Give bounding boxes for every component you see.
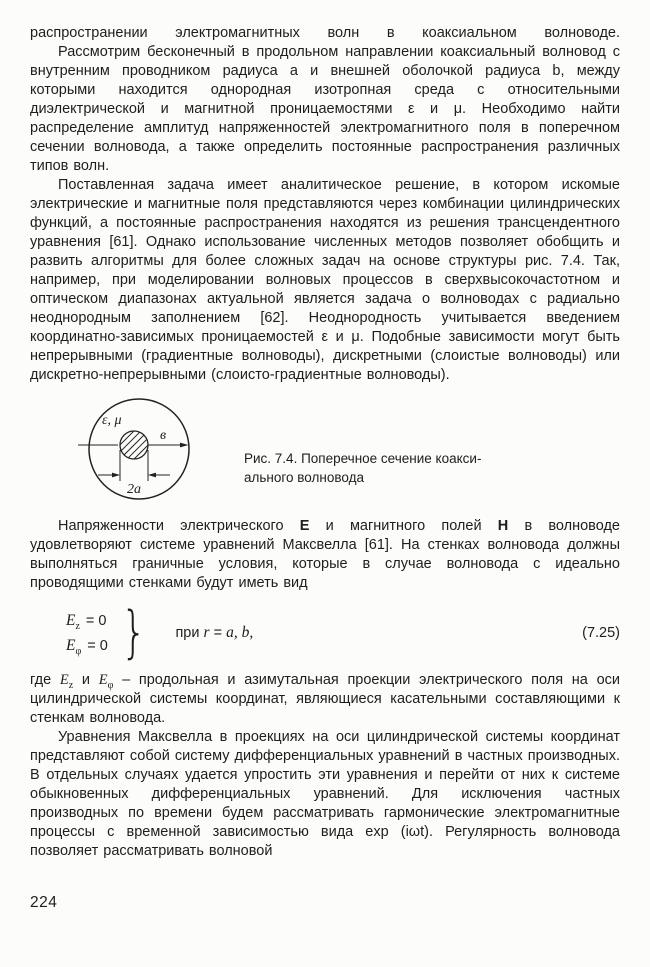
paragraph-analytic-solution: Поставленная задача имеет аналитическое решение, в котором искомые электрические и магнитные поля представляются через комбинации цилиндрических функций, а постоянные распространения находятся из решения трансцендентного уравнения [61]. Однако использование численных методов позволяет обобщить и развить алгоритмы для более сложных задач на основе структуры рис. 7.4. Так, например, при моделировании волновых процессов в сверхвысокочастотном и оптическом диапазонах актуальной является задача о волноводах с радиально неоднородным заполнением [62]. Неоднородность учитывается введением координатно-зависимых проницаемостей ε и μ. Подобные зависимости могут быть непрерывными (градиентные волноводы), дискретными (слоистые волноводы) или дискретно-непрерывными (слоисто-градиентные волноводы).: [30, 177, 620, 383]
var-r: r: [203, 624, 210, 641]
var-a-b: a, b,: [226, 624, 254, 641]
var-E: E: [66, 636, 76, 654]
figure-labels: [102, 413, 166, 497]
paragraph-field-intensities: [30, 517, 620, 593]
p4-text-b: и магнитного полей: [309, 518, 498, 534]
equation-condition: [175, 624, 253, 642]
radius-b-arrowhead: [180, 443, 189, 448]
paragraph-continuation: распространении электромагнитных волн в коаксиальном волноводе.: [30, 25, 620, 41]
var-Ephi: E: [98, 672, 108, 688]
p5-text-b: и: [73, 672, 99, 688]
dimension-arrowhead-right: [148, 473, 156, 478]
figure-caption: [244, 449, 481, 487]
radius-b-label: в: [160, 428, 167, 443]
p4-text-c: в волноводе удовлетворяют системе уравнений Максвелла [61]. На стенках волновода должны выполняться граничные условия, которые в случае волновода с идеально проводящими стенками будут иметь вид: [30, 518, 620, 591]
eq-rhs-1: = 0: [85, 612, 107, 629]
sub-z: z: [75, 620, 80, 632]
cond-word: при: [175, 625, 200, 641]
equation-line-Ez: [66, 612, 108, 630]
p5-text-c: – продольная и азимутальная проекции электрического поля на оси цилиндрической системы координат, являющиеся касательными составляющими к стенкам волновода.: [30, 672, 620, 726]
curly-brace: }: [120, 600, 147, 665]
vector-E-symbol: Е: [299, 518, 310, 534]
figure-7-4: [30, 393, 620, 511]
sub-z: z: [68, 679, 74, 691]
dimension-arrowhead-left: [112, 473, 120, 478]
inner-diameter-label: 2a: [127, 482, 141, 497]
paragraph-problem-statement: Рассмотрим бесконечный в продольном направлении коаксиальный волновод с внутренним проводником радиуса a и внешней оболочкой радиуса b, между которыми находится однородная изотропная среда с относительными диэлектрической и магнитной проницаемостями ε и μ. Необходимо найти распределение амплитуд напряженностей электромагнитного поля в поперечном сечении волновода, а также определить постоянные распространения различных типов волн.: [30, 44, 620, 174]
eq-rhs-2: = 0: [87, 637, 108, 654]
figure-caption-line2: ального волновода: [244, 470, 364, 485]
paragraph-maxwell-projections: Уравнения Максвелла в проекциях на оси цилиндрической системы координат представляют собой систему дифференциальных уравнений в частных производных. В отдельных случаях удается упростить эти уравнения и перейти от них к системе обыкновенных дифференциальных уравнений. Для исключения частных производных по времени будем рассматривать гармонические электромагнитные процессы с временной зависимостью вида exp (iωt). Регулярность волновода позволяет рассматривать волновой: [30, 729, 620, 859]
paragraph-where-definitions: [30, 671, 620, 728]
equation-left-side: [66, 612, 108, 655]
p4-text-a: Напряженности электрического: [58, 518, 300, 534]
equation-7-25: [66, 600, 620, 665]
sub-phi: φ: [107, 679, 114, 691]
figure-caption-line1: Рис. 7.4. Поперечное сечение коакси-: [244, 451, 482, 466]
waveguide-cross-section-drawing: [34, 393, 214, 511]
p5-text-a: где: [30, 672, 60, 688]
page-number: 224: [30, 894, 58, 911]
var-Ez: E: [59, 672, 69, 688]
vector-H-symbol: Н: [497, 518, 509, 534]
eps-mu-label: ε, μ: [102, 413, 122, 428]
cond-equals: =: [213, 625, 223, 641]
equation-number: (7.25): [582, 625, 620, 641]
var-E: E: [66, 611, 76, 629]
equation-line-Ephi: [66, 637, 108, 655]
sub-phi: φ: [75, 645, 82, 657]
